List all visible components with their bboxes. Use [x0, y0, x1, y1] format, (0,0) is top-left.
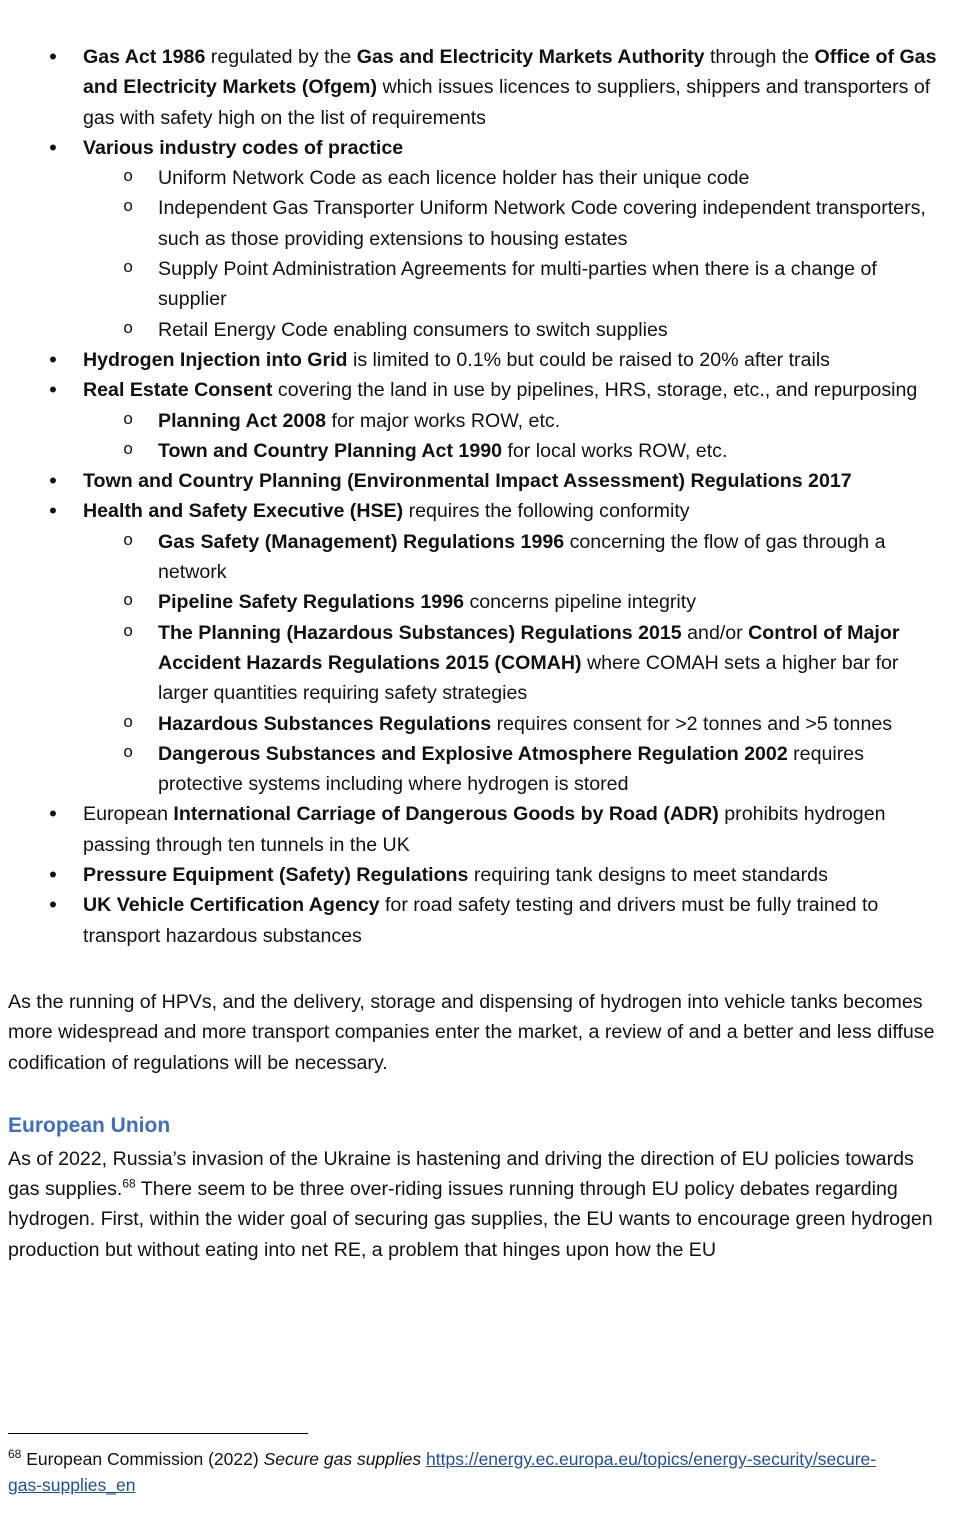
sub-item-bold: Pipeline Safety Regulations 1996: [158, 591, 464, 614]
sub-list-item: [83, 193, 948, 254]
body-paragraph: As the running of HPVs, and the delivery, storage and dispensing of hydrogen into vehicle tanks becomes more widespread and more transport companies enter the market, a review of and a better and less diffuse codification of regulations will be necessary.: [8, 990, 935, 1074]
bullet-icon: •: [49, 892, 57, 918]
footnote-number: 68: [8, 1447, 22, 1462]
item-bold: Various industry codes of practice: [83, 136, 404, 159]
item-text: for road safety testing and drivers must be fully trained to transport hazardous substances: [83, 894, 879, 947]
bullet-icon: •: [49, 44, 57, 69]
list-item-eia-regulations: [8, 466, 948, 496]
sub-bullet-icon: o: [123, 713, 134, 733]
sub-list-item: [83, 254, 948, 315]
sub-bullet-icon: o: [123, 319, 134, 339]
item-text: requiring tank designs to meet standards: [468, 864, 828, 887]
list-item-industry-codes: [8, 133, 948, 345]
list-item-gas-act: [8, 42, 948, 133]
sub-list-item: [83, 315, 948, 345]
item-text: through the: [704, 46, 815, 68]
sub-item-text: Supply Point Administration Agreements for multi-parties when there is a change of supplier: [158, 258, 877, 311]
sub-item-bold: The Planning (Hazardous Substances) Regulations 2015: [158, 621, 682, 644]
sub-item-text: and/or: [681, 621, 749, 644]
list-item-pressure-equipment: [8, 860, 948, 890]
sub-bullet-icon: o: [123, 198, 134, 218]
item-bold: Gas and Electricity Markets Authority: [356, 46, 705, 68]
sub-item-text: concerns pipeline integrity: [464, 591, 696, 614]
sub-list-item: [83, 527, 948, 588]
sub-item-bold: Planning Act 2008: [158, 409, 327, 432]
sub-item-text: Uniform Network Code as each licence holder has their unique code: [158, 167, 750, 190]
regulations-list: [8, 42, 948, 951]
sub-list: [83, 406, 948, 467]
sub-item-text: requires protective systems including where hydrogen is stored: [158, 742, 864, 796]
sub-item-text: concerning the flow of gas through a network: [158, 530, 886, 584]
sub-item-bold: Hazardous Substances Regulations: [158, 712, 492, 735]
item-bold: Office of Gas and Electricity Markets (Ofgem): [83, 46, 937, 99]
sub-bullet-icon: o: [123, 440, 134, 460]
footnote-title: Secure gas supplies: [263, 1449, 422, 1469]
sub-bullet-icon: o: [123, 410, 134, 430]
sub-item-text: for local works ROW, etc.: [502, 439, 728, 462]
item-text: regulated by the: [205, 46, 357, 68]
sub-item-bold: Gas Safety (Management) Regulations 1996: [158, 530, 565, 553]
sub-bullet-icon: o: [123, 168, 134, 188]
list-item-real-estate: [8, 375, 948, 466]
sub-list-item: [83, 163, 948, 193]
sub-list-item: [83, 436, 948, 466]
footnote-reference[interactable]: 68: [122, 1176, 136, 1191]
sub-item-text: Retail Energy Code enabling consumers to switch supplies: [158, 318, 668, 341]
item-text: is limited to 0.1% but could be raised to 20% after trails: [347, 348, 830, 371]
eu-paragraph-text: As of 2022, Russia’s invasion of the Ukraine is hastening and driving the direction of EU policies towards gas supplies.: [8, 1147, 914, 1201]
sub-bullet-icon: o: [123, 592, 134, 612]
sub-bullet-icon: o: [123, 743, 134, 763]
sub-list: [83, 163, 948, 345]
list-item-vehicle-certification: [8, 890, 948, 951]
sub-item-text: Independent Gas Transporter Uniform Network Code covering independent transporters, such as those providing extensions to housing estates: [158, 197, 926, 250]
bullet-icon: •: [49, 498, 57, 524]
sub-bullet-icon: o: [123, 531, 134, 551]
item-text: requires the following conformity: [403, 500, 690, 523]
section-heading: European Union: [8, 1113, 171, 1137]
sub-item-text: where COMAH sets a higher bar for larger quantities requiring safety strategies: [158, 651, 899, 705]
item-bold: International Carriage of Dangerous Goods by Road (ADR): [173, 803, 719, 826]
item-text: which issues licences to suppliers, shippers and transporters of gas with safety high on the list of requirements: [83, 76, 931, 129]
item-bold: Town and Country Planning (Environmental Impact Assessment) Regulations 2017: [83, 470, 852, 493]
sub-list: [83, 527, 948, 800]
sub-item-text: requires consent for >2 tonnes and >5 tonnes: [491, 712, 893, 735]
item-text: covering the land in use by pipelines, HRS, storage, etc., and repurposing: [272, 379, 918, 402]
bullet-icon: •: [49, 468, 57, 494]
item-bold: Gas Act 1986: [83, 46, 206, 68]
item-bold: Hydrogen Injection into Grid: [83, 348, 348, 371]
footnote-text: European Commission (2022): [21, 1449, 264, 1469]
eu-paragraph: [8, 1144, 948, 1265]
eu-paragraph-text: There seem to be three over-riding issues running through EU policy debates regarding hydrogen. First, within the wider goal of securing gas supplies, the EU wants to encourage green hydrogen production but without eating into net RE, a problem that hinges upon how the EU: [8, 1178, 933, 1261]
bullet-icon: •: [49, 134, 57, 160]
sub-item-bold: Town and Country Planning Act 1990: [158, 439, 503, 462]
item-bold: Pressure Equipment (Safety) Regulations: [83, 864, 469, 887]
sub-item-bold: Dangerous Substances and Explosive Atmosphere Regulation 2002: [158, 742, 788, 765]
sub-list-item: [83, 709, 948, 739]
list-item-hse: [8, 496, 948, 799]
item-text: European: [83, 803, 174, 826]
bullet-icon: •: [49, 862, 57, 888]
item-bold: Real Estate Consent: [83, 379, 273, 402]
item-text: prohibits hydrogen passing through ten tunnels in the UK: [83, 803, 886, 856]
sub-bullet-icon: o: [123, 259, 134, 279]
item-bold: UK Vehicle Certification Agency: [83, 894, 380, 917]
sub-list-item: [83, 739, 948, 800]
page-content: [8, 42, 948, 1265]
footnote-separator: [8, 1433, 308, 1434]
footnote-link[interactable]: https://energy.ec.europa.eu/topics/energy-security/secure-gas-supplies_en: [8, 1449, 877, 1495]
footnote: [8, 1446, 908, 1498]
list-item-adr: [8, 799, 948, 860]
sub-bullet-icon: o: [123, 622, 134, 642]
bullet-icon: •: [49, 801, 57, 827]
sub-item-bold: Control of Major Accident Hazards Regulations 2015 (COMAH): [158, 621, 900, 674]
item-bold: Health and Safety Executive (HSE): [83, 500, 404, 523]
sub-list-item: [83, 587, 948, 617]
bullet-icon: •: [49, 377, 57, 403]
sub-list-item: [83, 406, 948, 436]
sub-item-text: for major works ROW, etc.: [326, 409, 561, 432]
bullet-icon: •: [49, 346, 57, 372]
list-item-hydrogen-injection: [8, 345, 948, 375]
sub-list-item: [83, 618, 948, 709]
